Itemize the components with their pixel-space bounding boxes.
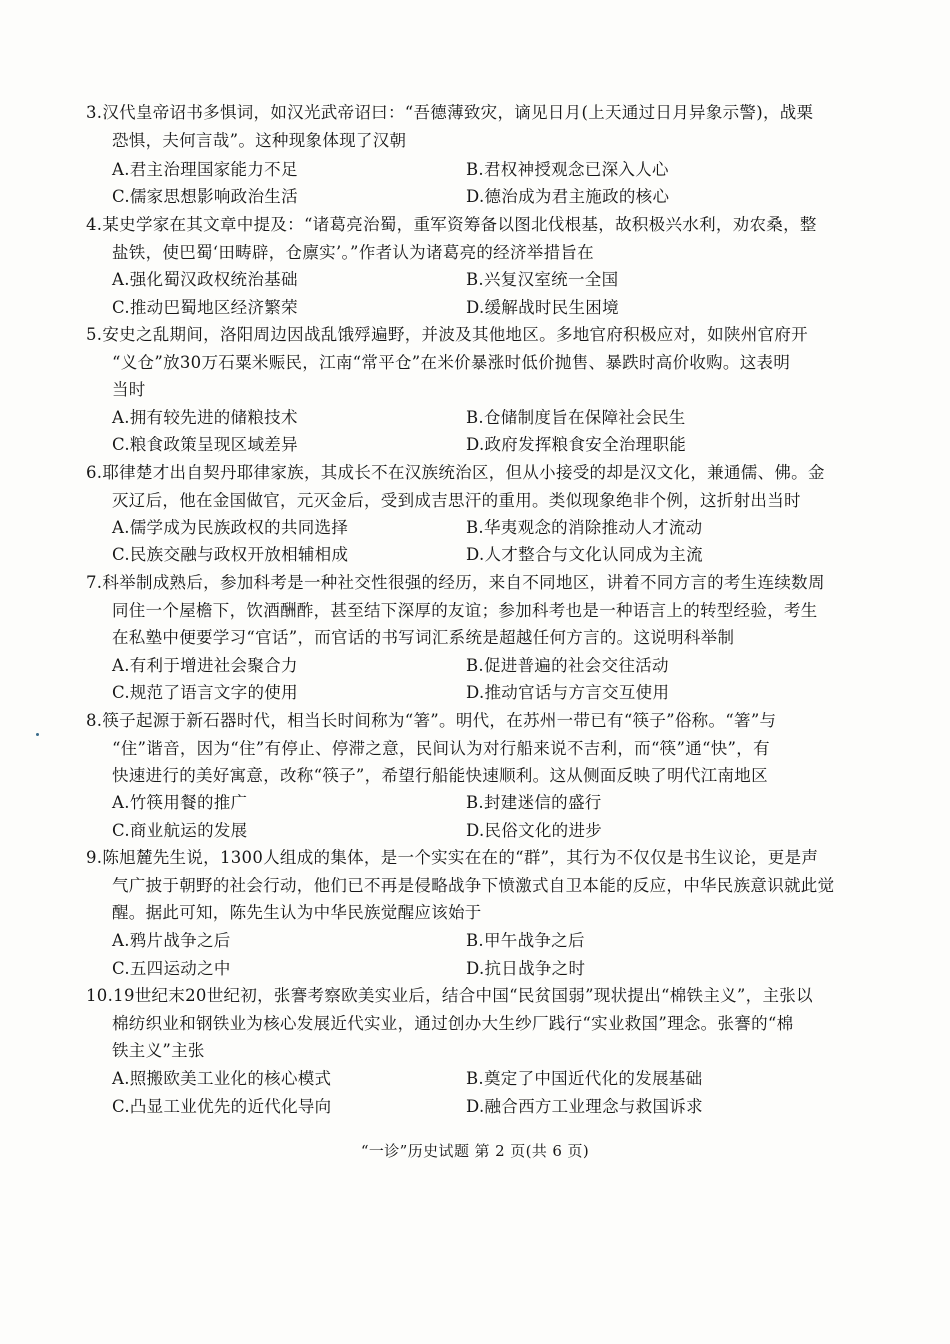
stem-line: 5.安史之乱期间，洛阳周边因战乱饿殍遍野，并波及其他地区。多地官府积极应对，如陕州官府开 bbox=[86, 325, 808, 344]
option-b: B.仓储制度旨在保障社会民生 bbox=[466, 408, 686, 427]
option-c: C.规范了语言文字的使用 bbox=[112, 683, 298, 702]
question-stem bbox=[86, 211, 817, 266]
option-d: D.推动官话与方言交互使用 bbox=[466, 683, 670, 702]
option-d: D.德治成为君主施政的核心 bbox=[466, 187, 670, 206]
option-c: C.五四运动之中 bbox=[112, 959, 231, 978]
option-a: A.有利于增进社会聚合力 bbox=[112, 656, 298, 675]
option-c: C.推动巴蜀地区经济繁荣 bbox=[112, 298, 298, 317]
question-stem bbox=[86, 844, 834, 927]
stem-line: 恐惧，夫何言哉”。这种现象体现了汉朝 bbox=[112, 130, 407, 150]
option-b: B.奠定了中国近代化的发展基础 bbox=[466, 1069, 703, 1088]
stem-line: “住”谐音，因为“住”有停止、停滞之意，民间认为对行船来说不吉利，而“筷”通“快”，有 bbox=[112, 738, 770, 758]
option-b: B.甲午战争之后 bbox=[466, 931, 585, 950]
option-c: C.粮食政策呈现区域差异 bbox=[112, 435, 298, 454]
option-c: C.民族交融与政权开放相辅相成 bbox=[112, 545, 349, 564]
stem-line: 灭辽后，他在金国做官，元灭金后，受到成吉思汗的重用。类似现象绝非个例，这折射出当时 bbox=[112, 490, 801, 510]
option-c: C.儒家思想影响政治生活 bbox=[112, 187, 298, 206]
question-stem bbox=[86, 321, 808, 404]
option-d: D.抗日战争之时 bbox=[466, 959, 586, 978]
stem-line: “义仓”放30万石粟米赈民，江南“常平仓”在米价暴涨时低价抛售、暴跌时高价收购。这表明 bbox=[112, 352, 791, 372]
option-a: A.照搬欧美工业化的核心模式 bbox=[112, 1069, 332, 1088]
stem-line: 6.耶律楚才出自契丹耶律家族，其成长不在汉族统治区，但从小接受的却是汉文化，兼通儒、佛。金 bbox=[86, 463, 825, 482]
stem-line: 9.陈旭麓先生说，1300人组成的集体，是一个实实在在的“群”，其行为不仅仅是书生议论，更是声 bbox=[86, 848, 819, 867]
option-d: D.政府发挥粮食安全治理职能 bbox=[466, 435, 687, 454]
option-c: C.凸显工业优先的近代化导向 bbox=[112, 1097, 332, 1116]
stem-line: 快速进行的美好寓意，改称“筷子”，希望行船能快速顺利。这从侧面反映了明代江南地区 bbox=[112, 766, 768, 786]
question-stem bbox=[86, 569, 825, 652]
option-b: B.君权神授观念已深入人心 bbox=[466, 160, 669, 179]
stem-line: 气广披于朝野的社会行动，他们已不再是侵略战争下愤激式自卫本能的反应，中华民族意识就此觉 bbox=[112, 875, 835, 895]
page-footer: “一诊”历史试题 第 2 页(共 6 页) bbox=[360, 1142, 590, 1160]
stem-line: 铁主义”主张 bbox=[112, 1041, 205, 1061]
stem-line: 7.科举制成熟后，参加科考是一种社交性很强的经历，来自不同地区，讲着不同方言的考生连续数周 bbox=[86, 573, 825, 592]
scan-speck bbox=[36, 733, 39, 736]
option-b: B.促进普遍的社会交往活动 bbox=[466, 656, 669, 675]
stem-line: 在私塾中便要学习“官话”，而官话的书写词汇系统是超越任何方言的。这说明科举制 bbox=[112, 628, 735, 648]
option-b: B.兴复汉室统一全国 bbox=[466, 270, 619, 289]
stem-line: 盐铁，使巴蜀‘田畴辟，仓廪实’。”作者认为诸葛亮的经济举措旨在 bbox=[112, 242, 594, 262]
option-d: D.融合西方工业理念与救国诉求 bbox=[466, 1097, 703, 1116]
option-a: A.君主治理国家能力不足 bbox=[112, 160, 298, 179]
question-stem bbox=[86, 99, 813, 154]
stem-line: 棉纺织业和钢铁业为核心发展近代实业，通过创办大生纱厂践行“实业救国”理念。张謇的“棉 bbox=[112, 1013, 794, 1033]
stem-line: 10.19世纪末20世纪初，张謇考察欧美实业后，结合中国“民贫国弱”现状提出“棉铁主义”，主张以 bbox=[86, 986, 813, 1005]
option-b: B.华夷观念的消除推动人才流动 bbox=[466, 518, 703, 537]
option-a: A.竹筷用餐的推广 bbox=[112, 793, 248, 812]
stem-line: 3.汉代皇帝诏书多惧词，如汉光武帝诏曰：“吾德薄致灾，谪见日月(上天通过日月异象示警)，战栗 bbox=[86, 103, 814, 122]
question-stem bbox=[86, 459, 825, 514]
option-d: D.人才整合与文化认同成为主流 bbox=[466, 545, 703, 564]
stem-line: 当时 bbox=[112, 380, 146, 400]
option-a: A.儒学成为民族政权的共同选择 bbox=[112, 518, 349, 537]
question-stem bbox=[86, 982, 813, 1065]
stem-line: 8.筷子起源于新石器时代，相当长时间称为“箸”。明代，在苏州一带已有“筷子”俗称。“箸”与 bbox=[86, 711, 777, 730]
question-stem bbox=[86, 707, 776, 790]
option-d: D.民俗文化的进步 bbox=[466, 821, 603, 840]
option-a: A.鸦片战争之后 bbox=[112, 931, 231, 950]
stem-line: 醒。据此可知，陈先生认为中华民族觉醒应该始于 bbox=[112, 903, 482, 923]
option-c: C.商业航运的发展 bbox=[112, 821, 248, 840]
option-a: A.拥有较先进的储粮技术 bbox=[112, 408, 298, 427]
stem-line: 4.某史学家在其文章中提及：“诸葛亮治蜀，重军资筹备以图北伐根基，故积极兴水利，劝农桑，整 bbox=[86, 215, 817, 234]
option-a: A.强化蜀汉政权统治基础 bbox=[112, 270, 298, 289]
option-d: D.缓解战时民生困境 bbox=[466, 298, 619, 317]
option-b: B.封建迷信的盛行 bbox=[466, 793, 602, 812]
stem-line: 同住一个屋檐下，饮酒酬酢，甚至结下深厚的友谊；参加科考也是一种语言上的转型经验，考生 bbox=[112, 600, 818, 620]
